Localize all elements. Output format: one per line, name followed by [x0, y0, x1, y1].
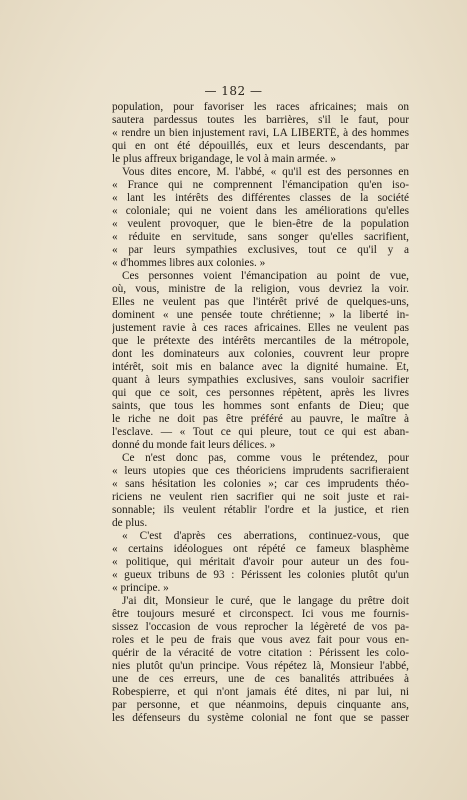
text-line: le plus affreux brigandage, le vol à main armée. » — [112, 153, 337, 165]
text-line: « C'est d'après ces aberrations, continuez-vous, que — [122, 530, 409, 542]
text-line: dont les dominateurs aux colonies, couvrent leur propre — [112, 348, 409, 360]
body-text — [112, 101, 409, 725]
text-line: être toujours mesuré et circonspect. Ici vous me fournis- — [112, 608, 409, 620]
text-line: « gueux tribuns de 93 : Périssent les colonies plutôt qu'un — [112, 569, 409, 581]
text-line: « d'hommes libres aux colonies. » — [112, 257, 266, 269]
text-line: « leurs utopies que ces théoriciens imprudents sacrifieraient — [112, 465, 409, 477]
text-line: le riche ne doit pas être préféré au pauvre, le maître à — [112, 413, 409, 425]
text-line: « par leurs sympathies exclusives, tout ce qu'il y a — [112, 244, 409, 256]
text-line: saints, que tous les hommes sont enfants de Dieu; que — [112, 400, 409, 412]
text-line: Ces personnes voient l'émancipation au point de vue, — [122, 270, 409, 282]
text-line: « principe. » — [112, 582, 169, 594]
text-line: Elles ne veulent pas que l'intérêt privé de quelques-uns, — [112, 296, 409, 308]
text-line: « coloniale; qui ne voient dans les améliorations qu'elles — [112, 205, 409, 217]
text-line: qui que ce soit, ces personnes répètent, après les livres — [112, 387, 409, 399]
text-line: nies plutôt qu'un principe. Vous répétez là, Monsieur l'abbé, — [112, 660, 409, 672]
text-line: « France qui ne comprennent l'émancipation qu'en iso- — [112, 179, 409, 191]
text-line: sautera pardessus toutes les barrières, s'il le faut, pour — [112, 114, 409, 126]
page-number: — 182 — — [204, 84, 263, 98]
text-line: que le prétexte des intérêts mercantiles de la métropole, — [112, 335, 409, 347]
text-line: par personne, et que néanmoins, depuis cinquante ans, — [112, 699, 409, 711]
text-line: une de ces erreurs, une de ces banalités attribuées à — [112, 673, 409, 685]
text-line: justement ravie à ces races africaines. Elles ne veulent pas — [112, 322, 409, 334]
text-line: Vous dites encore, M. l'abbé, « qu'il est des personnes en — [122, 166, 409, 178]
text-line: les défenseurs du système colonial ne font que se passer — [112, 712, 409, 724]
text-line: Ce n'est donc pas, comme vous le prétendez, pour — [122, 452, 409, 464]
text-line: « rendre un bien injustement ravi, LA LIBERTÉ, à des hommes — [112, 127, 409, 139]
text-line: « politique, qui méritait d'avoir pour auteur un des fou- — [112, 556, 409, 568]
text-line: sissez l'occasion de vous reprocher la légèreté de vos pa- — [112, 621, 409, 633]
text-line: dominent « une pensée toute chrétienne; » la liberté in- — [112, 309, 409, 321]
text-line: sonnable; ils veulent rétablir l'ordre et la justice, et rien — [112, 504, 409, 516]
text-line: l'esclave. — « Tout ce qui pleure, tout ce qui est aban- — [112, 426, 409, 438]
text-line: « veulent provoquer, que le bien-être de la population — [112, 218, 409, 230]
text-line: « lant les intérêts des différentes classes de la société — [112, 192, 409, 204]
text-line: riciens ne veulent rien sacrifier qui ne soit juste et rai- — [112, 491, 409, 503]
text-line: J'ai dit, Monsieur le curé, que le langage du prêtre doit — [122, 595, 409, 607]
text-line: « réduite en servitude, sans songer qu'elles sacrifient, — [112, 231, 409, 243]
text-line: quant à leurs sympathies exclusives, sans vouloir sacrifier — [112, 374, 409, 386]
text-line: quérir de la véracité de votre citation : Périssent les colo- — [112, 647, 409, 659]
text-line: donné du monde fait leurs délices. » — [112, 439, 276, 451]
text-line: « certains idéologues ont répété ce fameux blasphème — [112, 543, 409, 555]
text-line: population, pour favoriser les races africaines; mais on — [112, 101, 409, 113]
text-line: « sans hésitation les colonies »; car ces imprudents théo- — [112, 478, 409, 490]
text-line: qui en ont été dépouillés, eux et leurs descendants, par — [112, 140, 409, 152]
text-line: où, vous, ministre de la religion, vous devriez la voir. — [112, 283, 409, 295]
text-line: intérêt, soit mis en balance avec la dignité humaine. Et, — [112, 361, 409, 373]
text-line: roles et le peu de frais que vous avez fait pour vous en- — [112, 634, 409, 646]
text-line: de plus. — [112, 517, 148, 529]
text-line: Robespierre, et qui n'ont jamais été dites, ni par lui, ni — [112, 686, 409, 698]
